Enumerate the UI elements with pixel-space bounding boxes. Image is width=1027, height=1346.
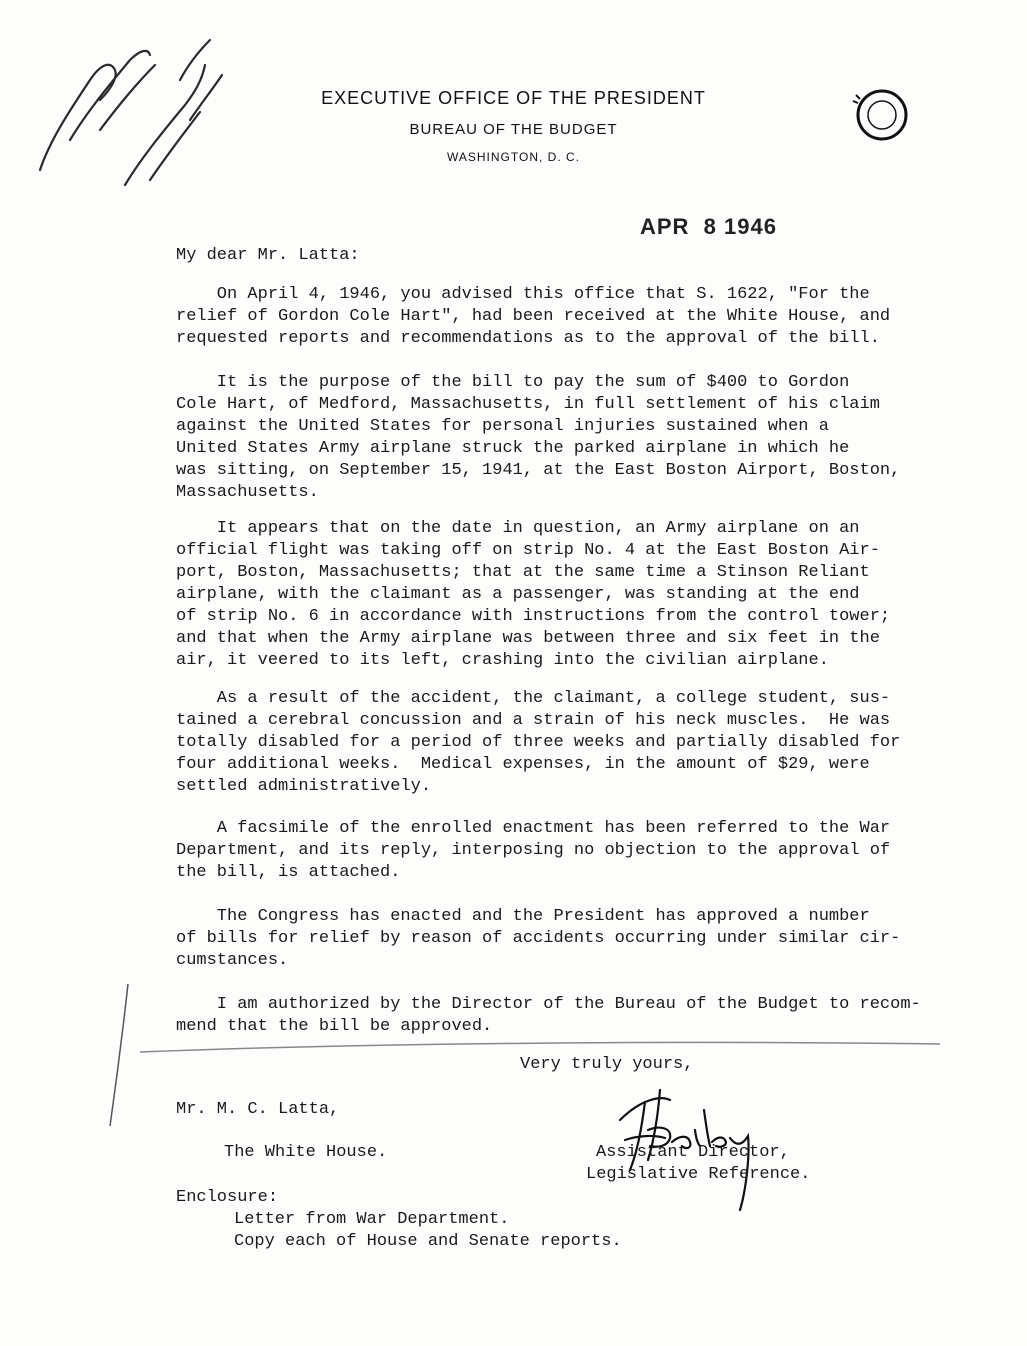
paragraph-6: The Congress has enacted and the President has approved a number of bills for relief by reason of accidents occurring under similar cir- cumstances. xyxy=(176,907,901,970)
paragraph-2: It is the purpose of the bill to pay the sum of $400 to Gordon Cole Hart, of Medford, Massachusetts, in full settlement of his claim against the United States for personal injuries sustained when a United States Army airplane struck the parked airplane in which he was sitting, on September 15, 1941, at the East Boston Airport, Boston, Massachusetts. xyxy=(176,373,901,502)
margin-pencil-mark xyxy=(100,980,140,1130)
paragraph-7: I am authorized by the Director of the Bureau of the Budget to recom- mend that the bill be approved. xyxy=(176,995,921,1036)
enclosure-item: Copy each of House and Senate reports. xyxy=(234,1232,622,1251)
paragraph-5: A facsimile of the enrolled enactment has been referred to the War Department, and its reply, interposing no objection to the approval of the bill, is attached. xyxy=(176,819,891,882)
letterhead-bureau: BUREAU OF THE BUDGET xyxy=(409,121,618,138)
paragraph-3: It appears that on the date in question, an Army airplane on an official flight was taking off on strip No. 4 at the East Boston Air- port, Boston, Massachusetts; that at the same time a Stinson Reliant airplane, with the claimant as a passenger, was standing at the end of strip No. 6 in accordance with instructions from the control tower; and that when the Army airplane was between three and six feet in the air, it veered to its left, crashing into the civilian airplane. xyxy=(176,519,891,670)
letterhead xyxy=(0,88,1027,164)
date-stamp: APR 8 1946 xyxy=(640,214,777,239)
signer-title-line-1: Assistant Director, xyxy=(596,1143,790,1162)
salutation: My dear Mr. Latta: xyxy=(176,246,360,265)
letterhead-office: EXECUTIVE OFFICE OF THE PRESIDENT xyxy=(321,88,706,108)
paragraph-1: On April 4, 1946, you advised this office that S. 1622, "For the relief of Gordon Cole Hart", had been received at the White House, and requested reports and recommendations as to the approval of the bill. xyxy=(176,285,891,348)
signer-title-line-2: Legislative Reference. xyxy=(586,1165,811,1184)
recipient-place: The White House. xyxy=(224,1143,388,1162)
paragraph-4: As a result of the accident, the claimant, a college student, sus- tained a cerebral concussion and a strain of his neck muscles. He was totally disabled for a period of three weeks and partially disabled for four additional weeks. Medical expenses, in the amount of $29, were settled administratively. xyxy=(176,689,901,796)
letterhead-location: WASHINGTON, D. C. xyxy=(446,150,580,164)
closing: Very truly yours, xyxy=(520,1055,694,1074)
recipient-name: Mr. M. C. Latta, xyxy=(176,1100,340,1119)
enclosure-item: Letter from War Department. xyxy=(234,1210,510,1229)
enclosure-label: Enclosure: xyxy=(176,1188,279,1207)
